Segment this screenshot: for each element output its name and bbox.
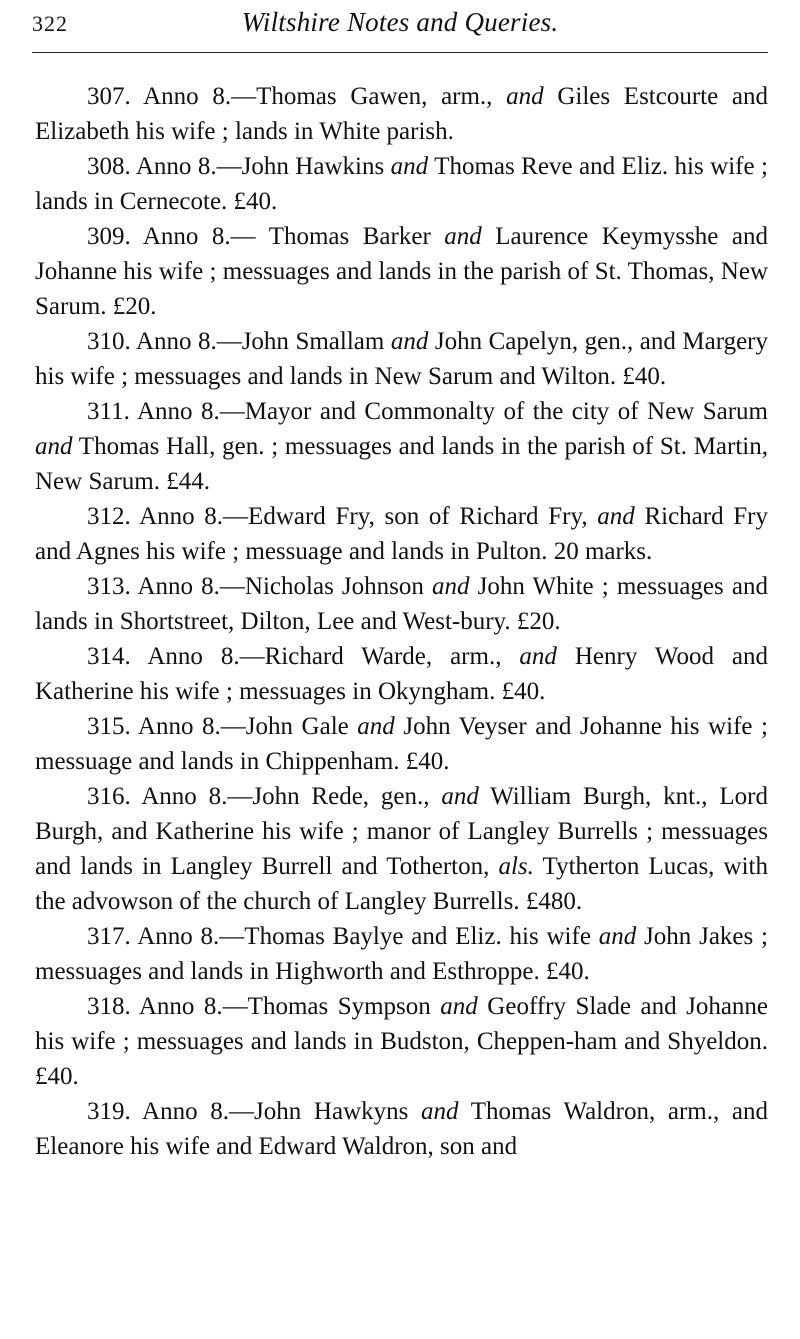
- entry-307: [35, 79, 768, 149]
- entry-text: Laurence Keymysshe and Johanne his wife ; messuages and lands in the parish of St. Thomas, New Sarum. £20.: [35, 223, 768, 320]
- entry-number: 314.: [87, 643, 131, 670]
- entry-text: Anno 8.— Thomas Barker: [142, 223, 445, 250]
- entry-number: 316.: [87, 783, 131, 810]
- entry-italic: and: [441, 783, 479, 810]
- page-header: [0, 0, 800, 50]
- entry-italic: and: [390, 153, 429, 180]
- entry-317: [35, 919, 768, 989]
- entry-text: Tytherton Lucas, with the advowson of the church of Langley Burrells. £480.: [35, 853, 768, 915]
- entry-text: Anno 8.—Edward Fry, son of Richard Fry,: [139, 503, 598, 530]
- entry-number: 313.: [87, 573, 131, 600]
- entry-319: [35, 1094, 768, 1164]
- entry-number: 311.: [87, 398, 130, 425]
- entry-text: Anno 8.—John Hawkyns: [142, 1098, 422, 1125]
- entry-text: Anno 8.—Mayor and Commonalty of the city of New Sarum: [136, 398, 769, 425]
- entry-text: Thomas Reve and Eliz. his wife ; lands in Cernecote. £40.: [35, 153, 769, 215]
- entry-italic: and: [35, 433, 73, 460]
- entry-text: John Capelyn, gen., and Margery his wife ; messuages and lands in New Sarum and Wilton. £40.: [35, 328, 769, 390]
- entry-text: Giles Estcourte and Elizabeth his wife ; lands in White parish.: [35, 83, 769, 145]
- entry-number: 309.: [87, 223, 131, 250]
- entry-text: Anno 8.—John Gale: [137, 713, 358, 740]
- entry-italic: and: [444, 223, 482, 250]
- entry-text: Anno 8.—Nicholas Johnson: [137, 573, 433, 600]
- entry-text: Anno 8.—John Hawkins: [135, 153, 391, 180]
- entry-315: [35, 709, 768, 779]
- entry-italic: and: [519, 643, 557, 670]
- entry-313: [35, 569, 768, 639]
- entry-italic: and: [421, 1098, 459, 1125]
- entry-italic: and: [390, 328, 429, 355]
- entry-text: Anno 8.—Thomas Sympson: [138, 993, 441, 1020]
- entry-316: [35, 779, 768, 919]
- entry-text: John White ; messuages and lands in Shortstreet, Dilton, Lee and West-bury. £20.: [35, 573, 768, 635]
- entry-number: 307.: [87, 83, 131, 110]
- entry-text: Anno 8.—Thomas Baylye and Eliz. his wife: [137, 923, 599, 950]
- header-rule: [32, 52, 768, 53]
- entry-309: [35, 219, 768, 324]
- entry-text: Thomas Waldron, arm., and Eleanore his wife and Edward Waldron, son and: [35, 1098, 768, 1160]
- entry-number: 310.: [87, 328, 131, 355]
- entry-italic: and: [598, 923, 637, 950]
- entry-italic: als.: [498, 853, 534, 880]
- entry-text: Anno 8.—Thomas Gawen, arm.,: [143, 83, 507, 110]
- entry-311: [35, 394, 768, 499]
- entry-310: [35, 324, 768, 394]
- entry-308: [35, 149, 768, 219]
- entry-text: John Veyser and Johanne his wife ; messuage and lands in Chippenham. £40.: [35, 713, 768, 775]
- entry-number: 308.: [87, 153, 131, 180]
- entry-text: Geoffry Slade and Johanne his wife ; messuages and lands in Budston, Cheppen-ham and Shyeldon. £40.: [35, 993, 769, 1090]
- entry-text: Henry Wood and Katherine his wife ; messuages in Okyngham. £40.: [35, 643, 768, 705]
- entry-italic: and: [357, 713, 395, 740]
- entry-text: Anno 8.—John Rede, gen.,: [141, 783, 442, 810]
- entry-italic: and: [597, 503, 635, 530]
- entries-list: [35, 79, 768, 1164]
- entry-italic: and: [506, 83, 544, 110]
- entry-text: Thomas Hall, gen. ; messuages and lands in the parish of St. Martin, New Sarum. £44.: [35, 433, 768, 495]
- entry-number: 319.: [87, 1098, 131, 1125]
- entry-number: 317.: [87, 923, 131, 950]
- entry-text: William Burgh, knt., Lord Burgh, and Katherine his wife ; manor of Langley Burrells ; messuages and lands in Langley Burrell and Totherton,: [35, 783, 768, 880]
- entry-text: John Jakes ; messuages and lands in Highworth and Esthroppe. £40.: [35, 923, 768, 985]
- entry-italic: and: [432, 573, 470, 600]
- running-title: Wiltshire Notes and Queries.: [241, 7, 559, 37]
- entry-text: Anno 8.—Richard Warde, arm.,: [147, 643, 520, 670]
- entry-text: Anno 8.—John Smallam: [135, 328, 391, 355]
- page-number: 322: [32, 11, 68, 36]
- entry-312: [35, 499, 768, 569]
- entry-text: Richard Fry and Agnes his wife ; messuage and lands in Pulton. 20 marks.: [35, 503, 768, 565]
- entry-314: [35, 639, 768, 709]
- entry-318: [35, 989, 768, 1094]
- entry-number: 315.: [87, 713, 131, 740]
- entry-italic: and: [440, 993, 478, 1020]
- entry-number: 318.: [87, 993, 131, 1020]
- entry-number: 312.: [87, 503, 131, 530]
